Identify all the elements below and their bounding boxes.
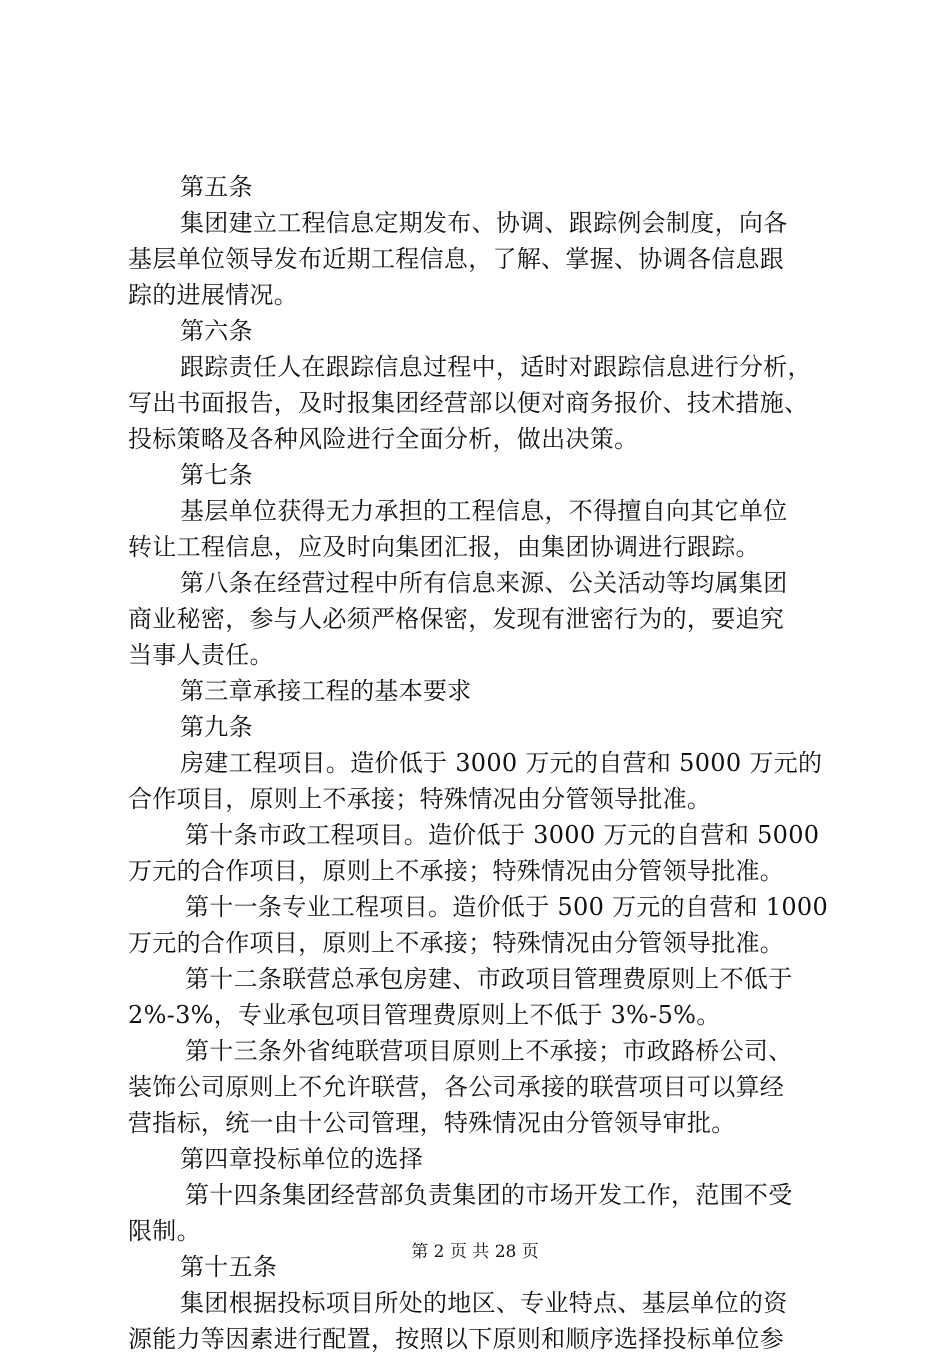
paragraph-line: 投标策略及各种风险进行全面分析，做出决策。 xyxy=(128,425,639,453)
paragraph-line: 装饰公司原则上不允许联营，各公司承接的联营项目可以算经 xyxy=(128,1073,785,1101)
paragraph-line: 第十二条联营总承包房建、市政项目管理费原则上不低于 xyxy=(185,965,793,993)
paragraph-line: 第十三条外省纯联营项目原则上不承接；市政路桥公司、 xyxy=(185,1037,793,1065)
paragraph-line: 集团建立工程信息定期发布、协调、跟踪例会制度，向各 xyxy=(180,209,788,237)
article-heading: 第十五条 xyxy=(180,1253,278,1281)
paragraph-line: 跟踪责任人在跟踪信息过程中，适时对跟踪信息进行分析， xyxy=(180,353,812,381)
paragraph-line: 营指标，统一由十公司管理，特殊情况由分管领导审批。 xyxy=(128,1109,736,1137)
chapter-heading: 第四章投标单位的选择 xyxy=(180,1145,423,1173)
paragraph-line: 写出书面报告，及时报集团经营部以便对商务报价、技术措施、 xyxy=(128,389,809,417)
article-heading: 第七条 xyxy=(180,461,253,489)
paragraph-line: 转让工程信息，应及时向集团汇报，由集团协调进行跟踪。 xyxy=(128,533,760,561)
paragraph-line: 合作项目，原则上不承接；特殊情况由分管领导批准。 xyxy=(128,785,712,813)
paragraph-line: 第八条在经营过程中所有信息来源、公关活动等均属集团 xyxy=(180,569,788,597)
article-heading: 第九条 xyxy=(180,713,253,741)
paragraph-line: 万元的合作项目，原则上不承接；特殊情况由分管领导批准。 xyxy=(128,929,785,957)
paragraph-line: 第十四条集团经营部负责集团的市场开发工作，范围不受 xyxy=(185,1181,793,1209)
article-heading: 第六条 xyxy=(180,317,253,345)
article-heading: 第五条 xyxy=(180,173,253,201)
paragraph-line: 踪的进展情况。 xyxy=(128,281,299,309)
paragraph-line: 基层单位领导发布近期工程信息，了解、掌握、协调各信息跟 xyxy=(128,245,785,273)
paragraph-line: 万元的合作项目，原则上不承接；特殊情况由分管领导批准。 xyxy=(128,857,785,885)
paragraph-line: 当事人责任。 xyxy=(128,641,274,669)
paragraph-line: 第十条市政工程项目。造价低于 3000 万元的自营和 5000 xyxy=(185,821,820,849)
page-footer: 第 2 页 共 28 页 xyxy=(411,1242,539,1262)
chapter-heading: 第三章承接工程的基本要求 xyxy=(180,677,472,705)
paragraph-line: 房建工程项目。造价低于 3000 万元的自营和 5000 万元的 xyxy=(180,749,823,777)
paragraph-line: 商业秘密，参与人必须严格保密，发现有泄密行为的，要追究 xyxy=(128,605,785,633)
paragraph-line: 集团根据投标项目所处的地区、专业特点、基层单位的资 xyxy=(180,1289,788,1317)
paragraph-line: 基层单位获得无力承担的工程信息，不得擅自向其它单位 xyxy=(180,497,788,525)
paragraph-line: 限制。 xyxy=(128,1217,201,1245)
paragraph-line: 第十一条专业工程项目。造价低于 500 万元的自营和 1000 xyxy=(185,893,829,921)
paragraph-line: 源能力等因素进行配置，按照以下原则和顺序选择投标单位参 xyxy=(128,1325,785,1353)
paragraph-line: 2%-3%，专业承包项目管理费原则上不低于 3%-5%。 xyxy=(128,1001,721,1029)
